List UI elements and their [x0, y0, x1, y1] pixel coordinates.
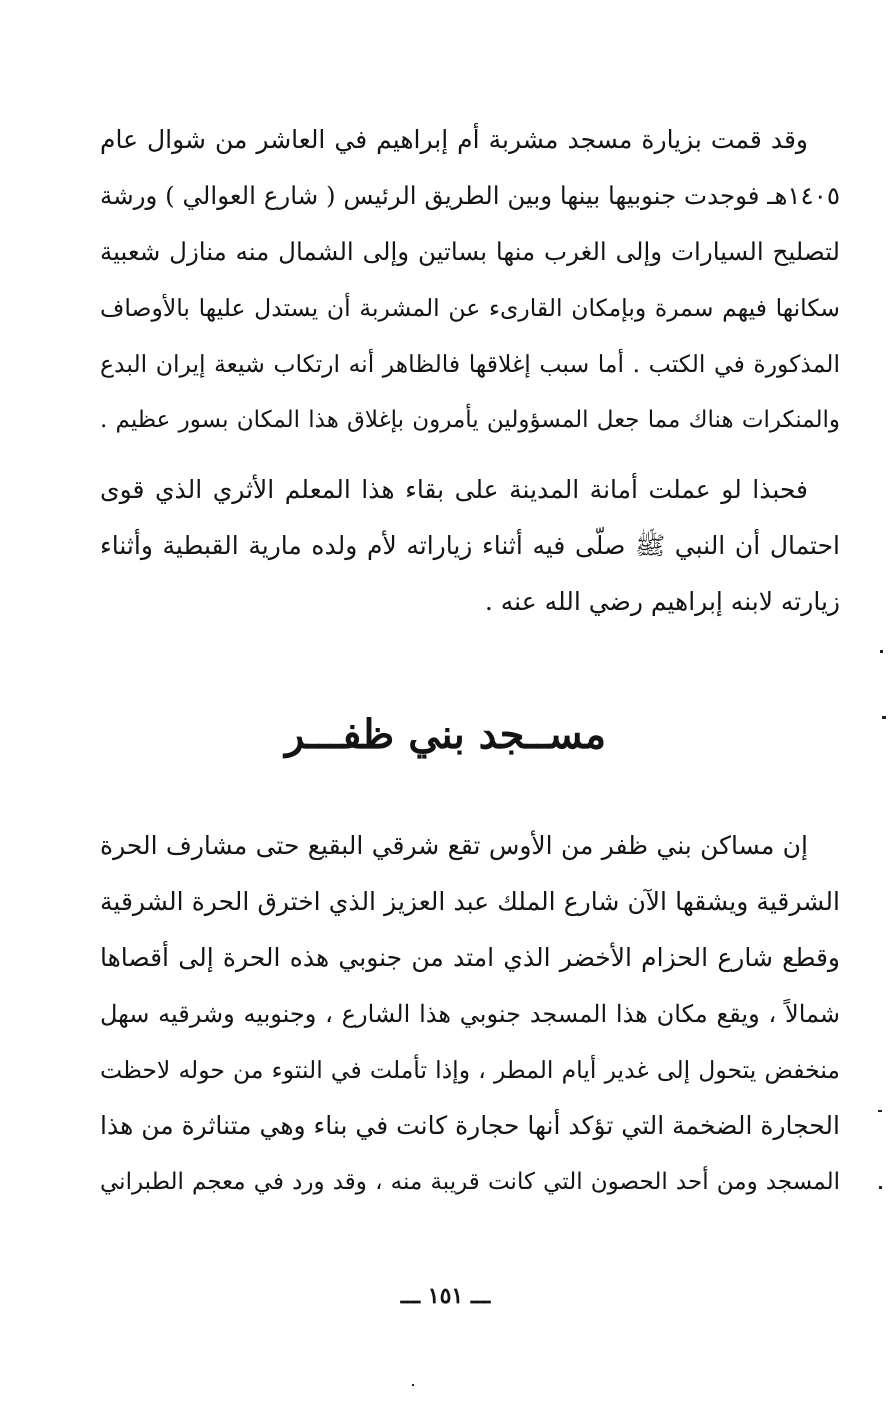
paragraph-bani-zafar [100, 818, 840, 1218]
text-line: المسجد ومن أحد الحصون التي كانت قريبة منه ، وقد ورد في معجم الطبراني [100, 1169, 840, 1195]
scan-speck [879, 1186, 882, 1189]
scan-speck [878, 1110, 882, 1112]
text-line: إن مساكن بني ظفر من الأوس تقع شرقي البقيع حتى مشارف الحرة [100, 831, 808, 860]
text-line: وقد قمت بزيارة مسجد مشربة أم إبراهيم في العاشر من شوال عام [100, 125, 808, 154]
text-line: زيارته لابنه إبراهيم رضي الله عنه . [484, 587, 840, 616]
scan-speck [880, 650, 883, 653]
text-line: شمالاً ، ويقع مكان هذا المسجد جنوبي هذا الشارع ، وجنوبيه وشرقيه سهل [100, 1000, 840, 1028]
text-line: والمنكرات هناك مما جعل المسؤولين يأمرون بإغلاق هذا المكان بسور عظيم . [100, 407, 840, 433]
text-line: وقطع شارع الحزام الأخضر الذي امتد من جنوبي هذه الحرة إلى أقصاها [100, 943, 840, 972]
text-line: احتمال أن النبي ﷺ صلّى فيه أثناء زياراته لأم ولده مارية القبطية وأثناء [100, 531, 840, 560]
text-line: ١٤٠٥هـ فوجدت جنوبيها بينها وبين الطريق الرئيس ( شارع العوالي ) ورشة [100, 181, 840, 210]
scan-speck [882, 716, 886, 719]
text-line: المذكورة في الكتب . أما سبب إغلاقها فالظاهر أنه ارتكاب شيعة إيران البدع [100, 350, 840, 378]
text-line: سكانها فيهم سمرة وبإمكان القارىء عن المشربة أن يستدل عليها بالأوصاف [100, 294, 840, 322]
text-line: الشرقية ويشقها الآن شارع الملك عبد العزيز الذي اخترق الحرة الشرقية [100, 887, 840, 916]
paragraph-mashraba-visit [100, 112, 840, 452]
page-number: ـــ ١٥١ ـــ [400, 1283, 491, 1309]
scan-speck [412, 1384, 414, 1386]
text-line: لتصليح السيارات وإلى الغرب منها بساتين وإلى الشمال منه منازل شعبية [100, 237, 840, 266]
section-heading: مســجد بني ظفـــر [284, 711, 607, 758]
text-line: الحجارة الضخمة التي تؤكد أنها حجارة كانت في بناء وهي متناثرة من هذا [100, 1111, 840, 1140]
text-line: فحبذا لو عملت أمانة المدينة على بقاء هذا المعلم الأثري الذي قوى [100, 475, 808, 504]
paragraph-preservation-wish [100, 462, 840, 632]
text-line: منخفض يتحول إلى غدير أيام المطر ، وإذا تأملت في النتوء من حوله لاحظت [100, 1056, 840, 1084]
